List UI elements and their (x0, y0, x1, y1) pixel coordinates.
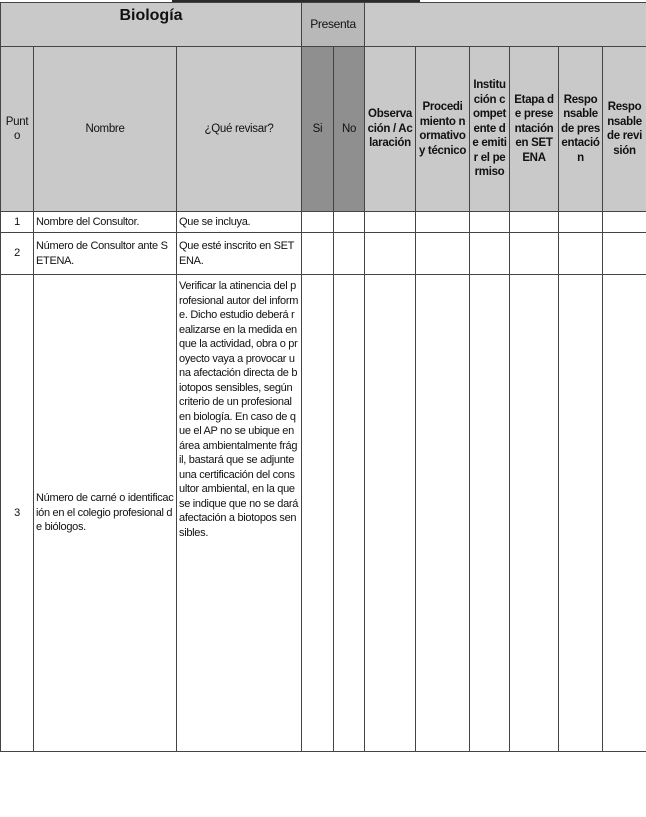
row-observacion-cell[interactable] (365, 212, 416, 233)
row-institucion-cell[interactable] (470, 212, 510, 233)
col-header-responsable-revision: Responsable de revisión (603, 47, 646, 212)
row-responsable-revision-cell[interactable] (603, 233, 646, 275)
row-responsable-presentacion-cell[interactable] (559, 233, 603, 275)
checklist-sheet (0, 2, 646, 817)
table-row (1, 233, 646, 275)
row-responsable-presentacion-cell[interactable] (559, 212, 603, 233)
col-header-observacion: Observación / Aclaración (365, 47, 416, 212)
col-header-responsable-presentacion: Responsable de presentación (559, 47, 603, 212)
row-si-cell[interactable] (302, 212, 334, 233)
checklist-table (0, 2, 646, 752)
col-header-si: Si (302, 47, 334, 212)
col-header-no: No (334, 47, 365, 212)
presenta-group-header: Presenta (302, 3, 365, 47)
row-responsable-revision-cell[interactable] (603, 275, 646, 752)
row-nombre: Número de carné o identificación en el colegio profesional de biólogos. (34, 275, 177, 752)
row-responsable-presentacion-cell[interactable] (559, 275, 603, 752)
title-row (1, 3, 646, 47)
row-punto: 1 (1, 212, 34, 233)
row-responsable-revision-cell[interactable] (603, 212, 646, 233)
row-institucion-cell[interactable] (470, 275, 510, 752)
col-header-etapa: Etapa de presentación en SETENA (510, 47, 559, 212)
title-row-blank (365, 3, 646, 47)
col-header-nombre: Nombre (34, 47, 177, 212)
row-si-cell[interactable] (302, 233, 334, 275)
row-etapa-cell[interactable] (510, 233, 559, 275)
table-title: Biología (1, 3, 302, 47)
row-procedimiento-cell[interactable] (416, 275, 470, 752)
row-nombre: Nombre del Consultor. (34, 212, 177, 233)
row-nombre: Número de Consultor ante SETENA. (34, 233, 177, 275)
row-no-cell[interactable] (334, 275, 365, 752)
row-punto: 2 (1, 233, 34, 275)
row-observacion-cell[interactable] (365, 233, 416, 275)
row-procedimiento-cell[interactable] (416, 212, 470, 233)
row-si-cell[interactable] (302, 275, 334, 752)
row-institucion-cell[interactable] (470, 233, 510, 275)
row-que-revisar: Que se incluya. (177, 212, 302, 233)
row-que-revisar: Verificar la atinencia del profesional autor del informe. Dicho estudio deberá realizarse en la medida en que la actividad, obra o proyecto vaya a provocar una afectación directa de biotopos sensibles, según criterio de un profesional en biología. En caso de que el AP no se ubique en área ambientalmente frágil, bastará que se adjunte una certificación del consultor ambiental, en la que se indique que no se dará afectación a biotopos sensibles. (177, 275, 302, 752)
row-punto: 3 (1, 275, 34, 752)
row-observacion-cell[interactable] (365, 275, 416, 752)
row-etapa-cell[interactable] (510, 212, 559, 233)
col-header-punto: Punto (1, 47, 34, 212)
row-no-cell[interactable] (334, 212, 365, 233)
row-procedimiento-cell[interactable] (416, 233, 470, 275)
col-header-institucion: Institución competente de emitir el permiso (470, 47, 510, 212)
row-que-revisar: Que esté inscrito en SETENA. (177, 233, 302, 275)
row-etapa-cell[interactable] (510, 275, 559, 752)
col-header-que-revisar: ¿Qué revisar? (177, 47, 302, 212)
col-header-procedimiento: Procedimiento normativo y técnico (416, 47, 470, 212)
row-no-cell[interactable] (334, 233, 365, 275)
table-row (1, 212, 646, 233)
column-header-row (1, 47, 646, 212)
table-row (1, 275, 646, 752)
